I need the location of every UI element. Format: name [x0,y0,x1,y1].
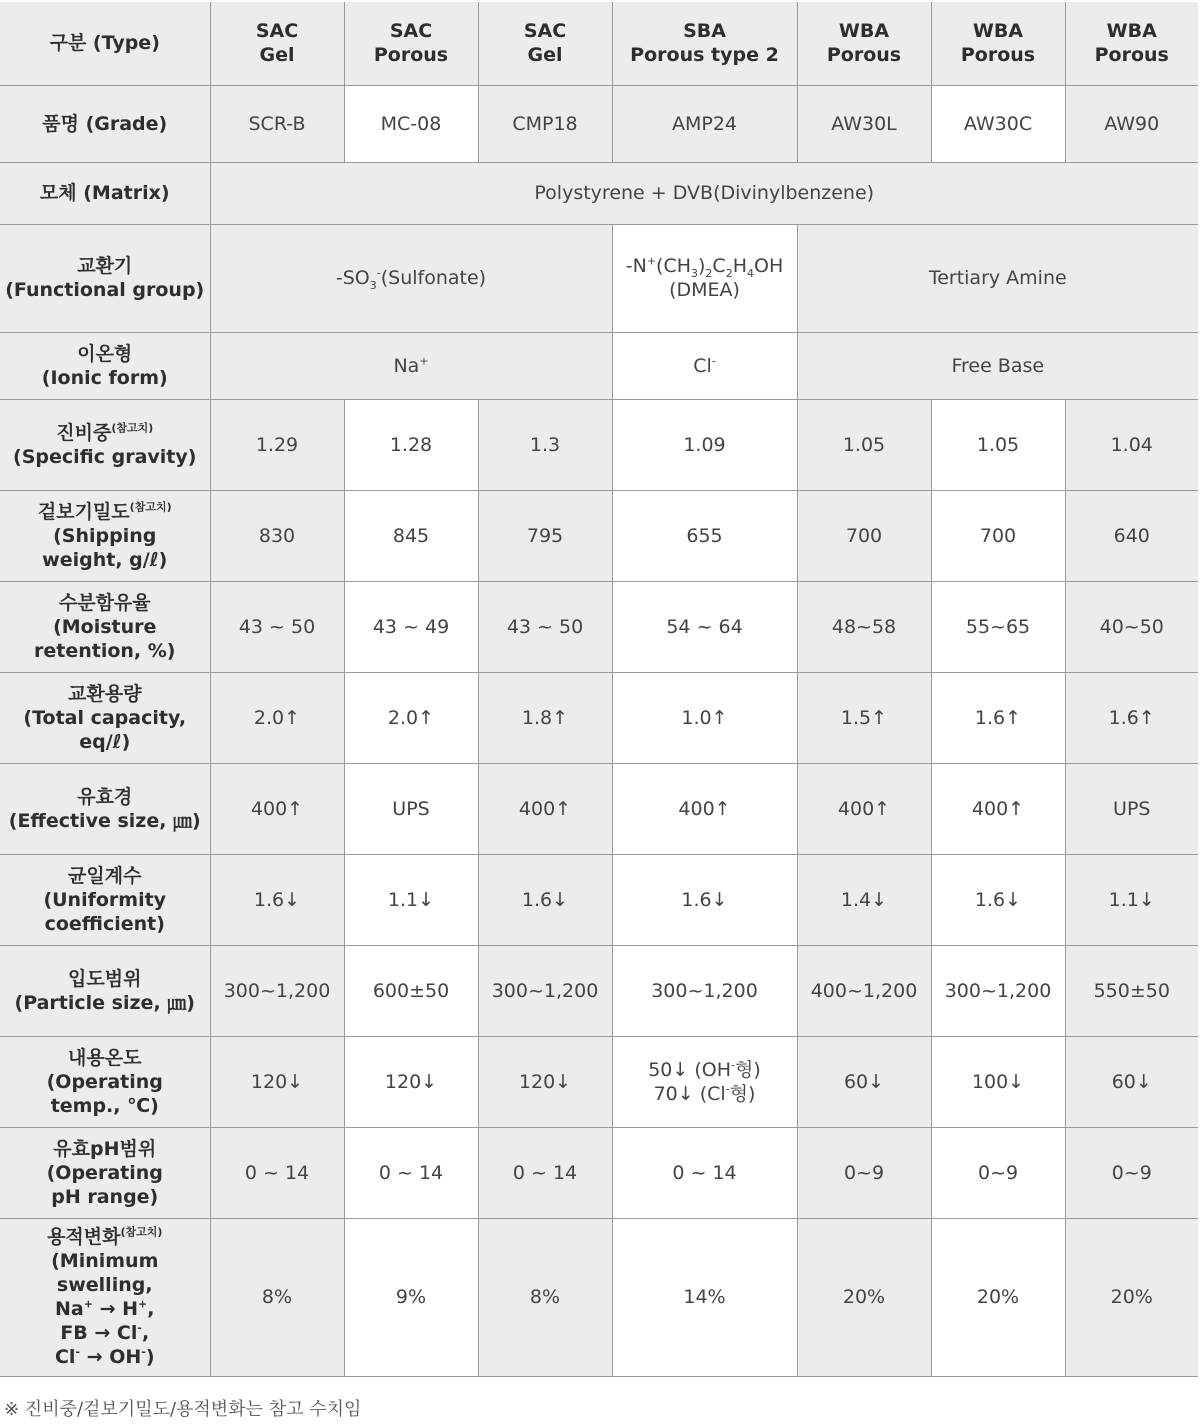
effective-size-cell: 400↑ [478,763,612,854]
ph-range-cell: 0~9 [1065,1127,1198,1218]
sg-cell: 1.29 [210,399,344,490]
swelling-cell: 8% [478,1218,612,1376]
specific-gravity-row [0,399,1198,490]
sw-cell: 795 [478,490,612,581]
grade-cell: AW30C [931,85,1065,162]
particle-size-cell: 550±50 [1065,945,1198,1036]
dmea-cell: $-N^+(CH_3)_2C_2H_4OH$ (DMEA) [612,224,797,332]
grade-cell: AW90 [1065,85,1198,162]
ph-range-cell: 0~9 [931,1127,1065,1218]
swelling-cell: 20% [1065,1218,1198,1376]
type-header-1: SAC Gel [210,2,344,85]
type-header-6: WBA Porous [931,2,1065,85]
type-header-4: SBA Porous type 2 [612,2,797,85]
ph-range-cell: 0 ~ 14 [210,1127,344,1218]
moisture-cell: 48~58 [797,581,931,672]
resin-spec-table [0,2,1198,1377]
sw-cell: 830 [210,490,344,581]
moisture-row [0,581,1198,672]
sw-cell: 700 [797,490,931,581]
uniformity-cell: 1.1↓ [344,854,478,945]
ph-range-cell: 0~9 [797,1127,931,1218]
particle-size-cell: 300~1,200 [612,945,797,1036]
ph-range-cell: 0 ~ 14 [478,1127,612,1218]
uniformity-label: 균일계수 (Uniformity coefficient) [0,854,210,945]
matrix-value: Polystyrene + DVB(Divinylbenzene) [210,162,1198,224]
footnote: ※ 진비중/겉보기밀도/용적변화는 참고 수치임 [4,1399,362,1420]
operating-temp-row [0,1036,1198,1127]
swelling-row [0,1218,1198,1376]
amine-cell: Tertiary Amine [797,224,1198,332]
specific-gravity-label: 진비중$^{(참고치)}$ (Specific gravity) [0,399,210,490]
sg-cell: 1.05 [931,399,1065,490]
sw-cell: 700 [931,490,1065,581]
ph-range-row [0,1127,1198,1218]
operating-temp-cell: 120↓ [344,1036,478,1127]
capacity-cell: 1.0↑ [612,672,797,763]
ph-range-label: 유효pH범위 (Operating pH range) [0,1127,210,1218]
operating-temp-cell: 60↓ [1065,1036,1198,1127]
moisture-cell: 43 ~ 49 [344,581,478,672]
ph-range-cell: 0 ~ 14 [612,1127,797,1218]
grade-cell: CMP18 [478,85,612,162]
grade-cell: AW30L [797,85,931,162]
particle-size-cell: 300~1,200 [931,945,1065,1036]
ionic-form-label: 이온형 (Ionic form) [0,332,210,399]
particle-size-label: 입도범위 (Particle size, ㎛) [0,945,210,1036]
ionic-form-row [0,332,1198,399]
capacity-cell: 1.8↑ [478,672,612,763]
swelling-cell: 20% [797,1218,931,1376]
type-header-5: WBA Porous [797,2,931,85]
effective-size-cell: UPS [1065,763,1198,854]
ionic-free-cell: Free Base [797,332,1198,399]
type-row [0,2,1198,85]
uniformity-cell: 1.4↓ [797,854,931,945]
ionic-cl-cell: Cl- [612,332,797,399]
moisture-cell: 43 ~ 50 [478,581,612,672]
swelling-cell: 8% [210,1218,344,1376]
operating-temp-cell: 120↓ [210,1036,344,1127]
capacity-cell: 1.5↑ [797,672,931,763]
sg-cell: 1.3 [478,399,612,490]
moisture-cell: 54 ~ 64 [612,581,797,672]
uniformity-cell: 1.6↓ [478,854,612,945]
uniformity-cell: 1.6↓ [612,854,797,945]
moisture-cell: 55~65 [931,581,1065,672]
type-header-3: SAC Gel [478,2,612,85]
operating-temp-cell: 120↓ [478,1036,612,1127]
grade-cell: AMP24 [612,85,797,162]
shipping-weight-row [0,490,1198,581]
ph-range-cell: 0 ~ 14 [344,1127,478,1218]
sg-cell: 1.05 [797,399,931,490]
swelling-cell: 14% [612,1218,797,1376]
functional-group-row [0,224,1198,332]
sg-cell: 1.28 [344,399,478,490]
particle-size-cell: 300~1,200 [478,945,612,1036]
uniformity-cell: 1.6↓ [210,854,344,945]
capacity-cell: 2.0↑ [344,672,478,763]
matrix-row [0,162,1198,224]
swelling-cell: 20% [931,1218,1065,1376]
type-label: 구분 (Type) [0,2,210,85]
particle-size-row [0,945,1198,1036]
capacity-cell: 1.6↑ [1065,672,1198,763]
sg-cell: 1.09 [612,399,797,490]
operating-temp-cell: 100↓ [931,1036,1065,1127]
moisture-cell: 40~50 [1065,581,1198,672]
particle-size-cell: 600±50 [344,945,478,1036]
uniformity-cell: 1.6↓ [931,854,1065,945]
operating-temp-cell: 60↓ [797,1036,931,1127]
effective-size-cell: 400↑ [612,763,797,854]
effective-size-row [0,763,1198,854]
sulfonate-cell: $-SO_3^-(Sulfonate)$ [210,224,612,332]
capacity-label: 교환용량 (Total capacity, eq/ℓ) [0,672,210,763]
uniformity-cell: 1.1↓ [1065,854,1198,945]
particle-size-cell: 400~1,200 [797,945,931,1036]
effective-size-cell: 400↑ [210,763,344,854]
grade-row [0,85,1198,162]
matrix-label: 모체 (Matrix) [0,162,210,224]
shipping-weight-label: 겉보기밀도$^{(참고치)}$ (Shipping weight, g/ℓ) [0,490,210,581]
operating-temp-sba-cell: 50↓ (OH-형) 70↓ (Cl-형) [612,1036,797,1127]
type-header-2: SAC Porous [344,2,478,85]
grade-label: 품명 (Grade) [0,85,210,162]
grade-cell: SCR-B [210,85,344,162]
sw-cell: 640 [1065,490,1198,581]
swelling-cell: 9% [344,1218,478,1376]
capacity-cell: 2.0↑ [210,672,344,763]
functional-group-label: 교환기 (Functional group) [0,224,210,332]
uniformity-row [0,854,1198,945]
effective-size-cell: 400↑ [797,763,931,854]
moisture-cell: 43 ~ 50 [210,581,344,672]
capacity-cell: 1.6↑ [931,672,1065,763]
capacity-row [0,672,1198,763]
sw-cell: 655 [612,490,797,581]
effective-size-cell: 400↑ [931,763,1065,854]
sg-cell: 1.04 [1065,399,1198,490]
particle-size-cell: 300~1,200 [210,945,344,1036]
moisture-label: 수분함유율 (Moisture retention, %) [0,581,210,672]
effective-size-cell: UPS [344,763,478,854]
effective-size-label: 유효경 (Effective size, ㎛) [0,763,210,854]
grade-cell: MC-08 [344,85,478,162]
type-header-7: WBA Porous [1065,2,1198,85]
operating-temp-label: 내용온도 (Operating temp., ℃) [0,1036,210,1127]
swelling-label: 용적변화$^{(참고치)}$ (Minimum swelling, Na+ → H+, FB → Cl-, Cl- → OH-) [0,1218,210,1376]
sw-cell: 845 [344,490,478,581]
ionic-na-cell: Na+ [210,332,612,399]
